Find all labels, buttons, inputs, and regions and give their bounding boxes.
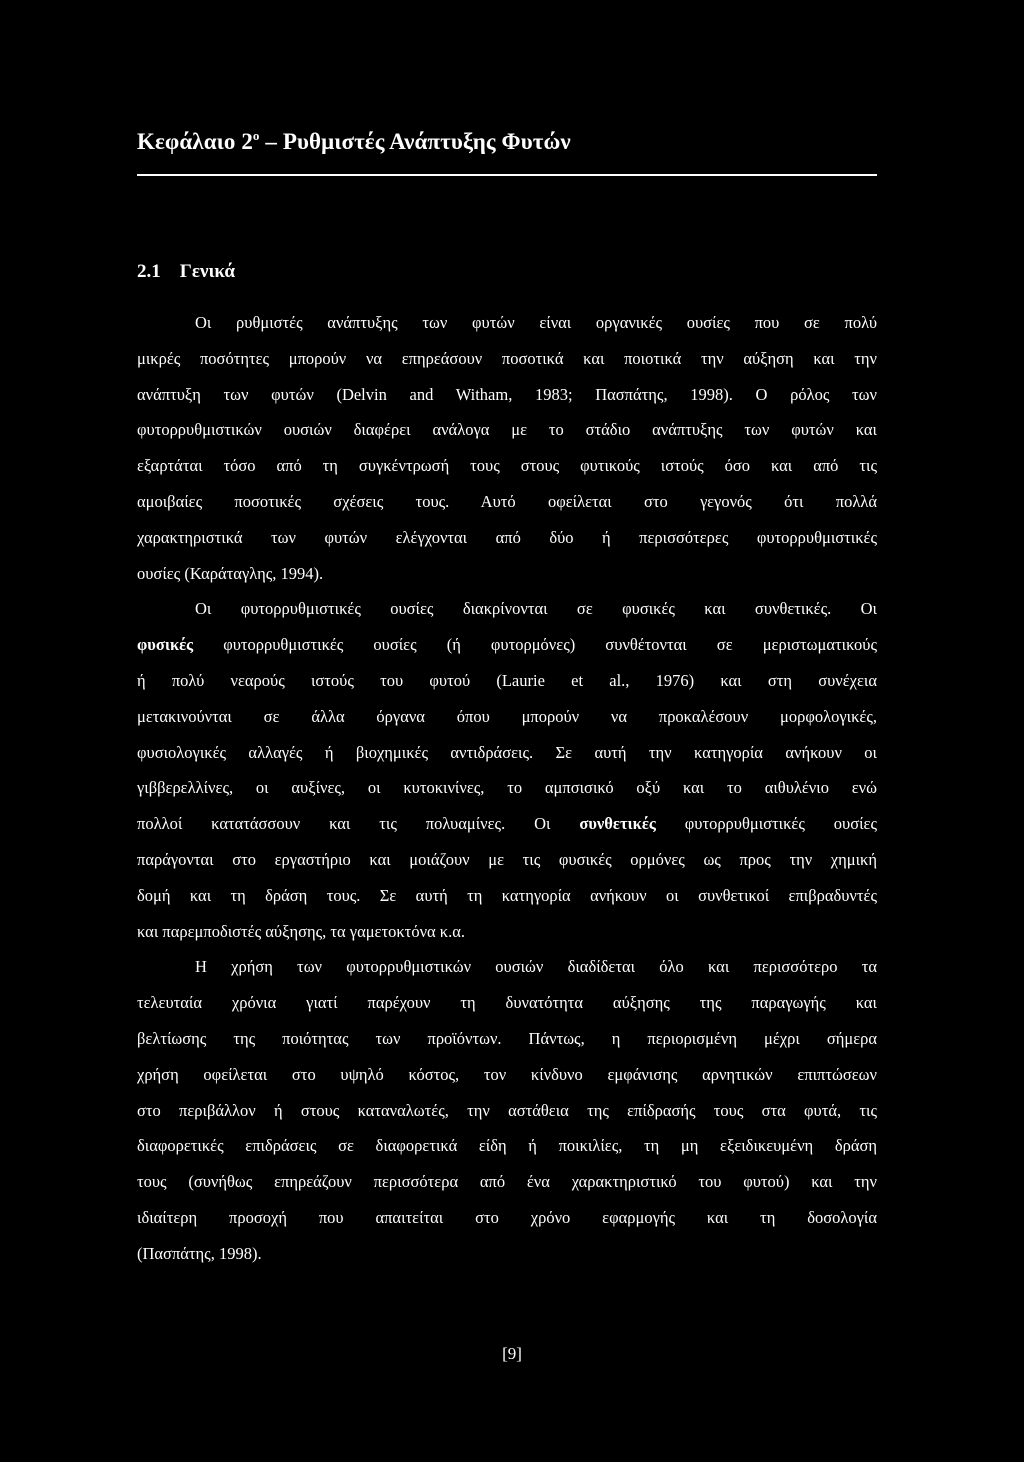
chapter-title-superscript: ο xyxy=(252,128,260,143)
text-line: ουσίες (Καράταγλης, 1994). xyxy=(137,563,324,583)
chapter-title-subtitle: – Ρυθμιστές Ανάπτυξης Φυτών xyxy=(259,129,571,154)
text-line: αμοιβαίες ποσοτικές σχέσεις τους. Αυτό οφείλεται στο γεγονός ότι πολλά xyxy=(137,491,877,511)
text-line: ανάπτυξη των φυτών (Delvin and Witham, 1983; Πασπάτης, 1998). Ο ρόλος των xyxy=(137,384,877,404)
text-line: δομή και τη δράση τους. Σε αυτή τη κατηγορία ανήκουν οι συνθετικοί επιβραδυντές xyxy=(137,885,877,905)
text-line: εξαρτάται τόσο από τη συγκέντρωσή τους στους φυτικούς ιστούς όσο και από τις xyxy=(137,456,877,476)
text-line: χρήση οφείλεται στο υψηλό κόστος, τον κίνδυνο εμφάνισης αρνητικών επιπτώσεων xyxy=(137,1064,877,1084)
body-text xyxy=(137,305,877,1272)
text-segment: πολλοί κατατάσσουν και τις πολυαμίνες. Οι xyxy=(137,814,580,834)
text-line: στο περιβάλλον ή στους καταναλωτές, την αστάθεια της επίδρασής τους στα φυτά, τις xyxy=(137,1100,877,1120)
text-line: ιδιαίτερη προσοχή που απαιτείται στο χρόνο εφαρμογής και τη δοσολογία xyxy=(137,1207,877,1227)
page-number: [9] xyxy=(502,1344,522,1363)
text-line: Οι ρυθμιστές ανάπτυξης των φυτών είναι οργανικές ουσίες που σε πολύ xyxy=(195,313,877,332)
text-line: φυσιολογικές αλλαγές ή βιοχημικές αντιδράσεις. Σε αυτή την κατηγορία ανήκουν οι xyxy=(137,742,877,762)
text-line: γιββερελλίνες, οι αυξίνες, οι κυτοκινίνες, το αμπσισικό οξύ και το αιθυλένιο ενώ xyxy=(137,778,877,798)
text-line: μετακινούνται σε άλλα όργανα όπου μπορούν να προκαλέσουν μορφολογικές, xyxy=(137,706,877,726)
section-heading: 2.1 Γενικά xyxy=(137,261,235,282)
text-line: τους (συνήθως επηρεάζουν περισσότερα από ένα χαρακτηριστικό του φυτού) και την xyxy=(137,1172,877,1192)
chapter-title xyxy=(137,126,877,158)
text-line: χαρακτηριστικά των φυτών ελέγχονται από δύο ή περισσότερες φυτορρυθμιστικές xyxy=(137,527,877,547)
bold-term: συνθετικές xyxy=(579,814,656,834)
chapter-title-text: Κεφάλαιο 2 xyxy=(137,129,253,154)
text-segment: φυτορρυθμιστικές ουσίες xyxy=(655,814,878,834)
text-line: παράγονται στο εργαστήριο και μοιάζουν με τις φυσικές ορμόνες ως προς την χημική xyxy=(137,849,877,869)
page-header xyxy=(137,126,877,158)
text-line xyxy=(137,806,877,842)
text-line: φυτορρυθμιστικών ουσιών διαφέρει ανάλογα με το στάδιο ανάπτυξης των φυτών και xyxy=(137,420,877,440)
text-line xyxy=(137,627,877,663)
header-rule xyxy=(137,174,877,176)
text-line: Οι φυτορρυθμιστικές ουσίες διακρίνονται σε φυσικές και συνθετικές. Οι xyxy=(195,599,877,619)
text-line: ή πολύ νεαρούς ιστούς του φυτού (Laurie et al., 1976) και στη συνέχεια xyxy=(137,670,877,690)
text-line: διαφορετικές επιδράσεις σε διαφορετικά είδη ή ποικιλίες, τη μη εξειδικευμένη δράση xyxy=(137,1136,877,1156)
text-line: Η χρήση των φυτορρυθμιστικών ουσιών διαδίδεται όλο και περισσότερο τα xyxy=(195,957,877,977)
text-line: (Πασπάτης, 1998). xyxy=(137,1243,262,1263)
text-line: τελευταία χρόνια γιατί παρέχουν τη δυνατότητα αύξησης της παραγωγής και xyxy=(137,993,877,1013)
text-line: βελτίωσης της ποιότητας των προϊόντων. Πάντως, η περιορισμένη μέχρι σήμερα xyxy=(137,1028,877,1048)
bold-term: φυσικές xyxy=(137,635,194,655)
text-line: και παρεμποδιστές αύξησης, τα γαμετοκτόνα κ.α. xyxy=(137,921,466,941)
text-line: μικρές ποσότητες μπορούν να επηρεάσουν ποσοτικά και ποιοτικά την αύξηση και την xyxy=(137,348,877,368)
text-segment: φυτορρυθμιστικές ουσίες (ή φυτορμόνες) συνθέτονται σε μεριστωματικούς xyxy=(193,635,877,655)
